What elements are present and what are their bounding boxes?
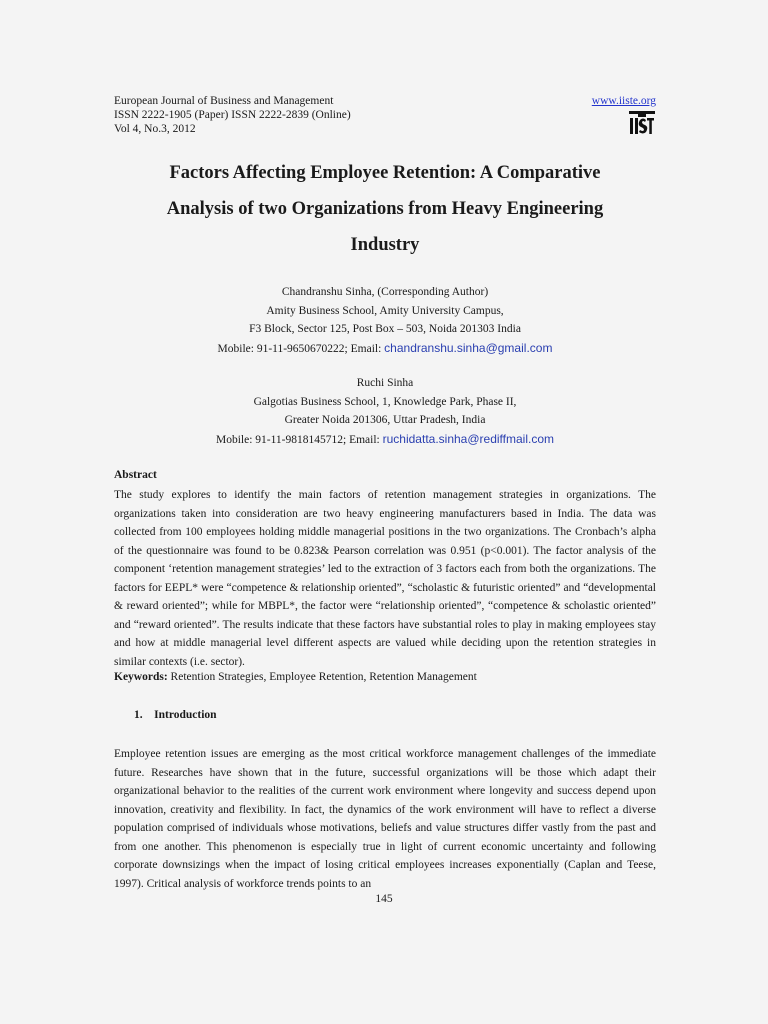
author-email-link[interactable]: chandranshu.sinha@gmail.com (384, 340, 553, 355)
author-name: Ruchi Sinha (356, 377, 414, 389)
section-number: 1. (134, 709, 143, 721)
author-affiliation: Galgotias Business School, 1, Knowledge Park, Phase II, (253, 395, 517, 408)
author-block-2 (114, 374, 656, 449)
contact-prefix: Mobile: 91-11-9818145712; Email: (215, 433, 383, 446)
author-affiliation: Amity Business School, Amity University Campus, (266, 304, 504, 317)
paper-title (114, 155, 656, 263)
issn-line: ISSN 2222-1905 (Paper) ISSN 2222-2839 (Online) (114, 109, 351, 121)
iiste-logo (629, 111, 655, 135)
author-address: F3 Block, Sector 125, Post Box – 503, Noida 201303 India (249, 323, 521, 336)
author-address: Greater Noida 201306, Uttar Pradesh, India (284, 414, 486, 427)
title-line: Factors Affecting Employee Retention: A Comparative (169, 163, 601, 183)
keywords-label: Keywords: (114, 671, 168, 683)
author-email-link[interactable]: ruchidatta.sinha@rediffmail.com (382, 431, 554, 446)
volume-line: Vol 4, No.3, 2012 (114, 123, 196, 135)
title-line: Analysis of two Organizations from Heavy Engineering (166, 199, 604, 219)
section-heading (134, 709, 217, 721)
introduction-text: Employee retention issues are emerging as the most critical workforce management challenges of the immediate future. Researches have shown that in the future, successful organizations will be those which adapt their organizational behavior to the realities of the current work environment where longevity and success depend upon innovation, creativity and flexibility. In fact, the dynamics of the work environment will have to reflect a diverse population comprised of individuals whose motivations, beliefs and value structures differ vastly from the past and from one another. This phenomenon is especially true in light of current economic uncertainty and following corporate downsizings when the impact of losing critical employees increases exponentially (Caplan and Teese, 1997). Critical analysis of workforce trends points to an (114, 748, 656, 890)
journal-name: European Journal of Business and Management (114, 95, 334, 107)
keywords-line (114, 671, 477, 683)
author-block-1 (114, 283, 656, 358)
author-contact (114, 430, 656, 450)
abstract-text: The study explores to identify the main factors of retention management strategies in organizations. The organizations taken into consideration are two heavy engineering manufacturers based in India. The data was collected from 100 employees holding middle managerial positions in the two organizations. The Cronbach’s alpha of the questionnaire was found to be 0.823& Pearson correlation was 0.951 (p<0.001). The factor analysis of the component ‘retention management strategies’ led to the extraction of 3 factors each from both the organizations. The factors for EEPL* were “competence & relationship oriented”, “scholastic & futuristic oriented” and “developmental & reward oriented”; while for MBPL*, the factor were “relationship oriented”, “competence & scholastic oriented” and “reward oriented”. The results indicate that these factors have substantial roles to play in making employees stay and how at middle managerial level different aspects are valued while deciding upon the retention strategies in similar contexts (i.e. sector). (114, 489, 656, 668)
title-line: Industry (350, 235, 420, 255)
journal-header (114, 94, 351, 136)
author-name: Chandranshu Sinha, (Corresponding Author) (281, 286, 489, 298)
section-title: Introduction (154, 709, 217, 721)
page-number: 145 (375, 893, 393, 905)
author-contact (114, 339, 656, 359)
keywords-text: Retention Strategies, Employee Retention, Retention Management (167, 671, 477, 683)
website-link[interactable]: www.iiste.org (591, 95, 656, 107)
abstract-heading: Abstract (114, 469, 157, 481)
website-link-wrap (592, 94, 656, 108)
contact-prefix: Mobile: 91-11-9650670222; Email: (217, 342, 385, 355)
